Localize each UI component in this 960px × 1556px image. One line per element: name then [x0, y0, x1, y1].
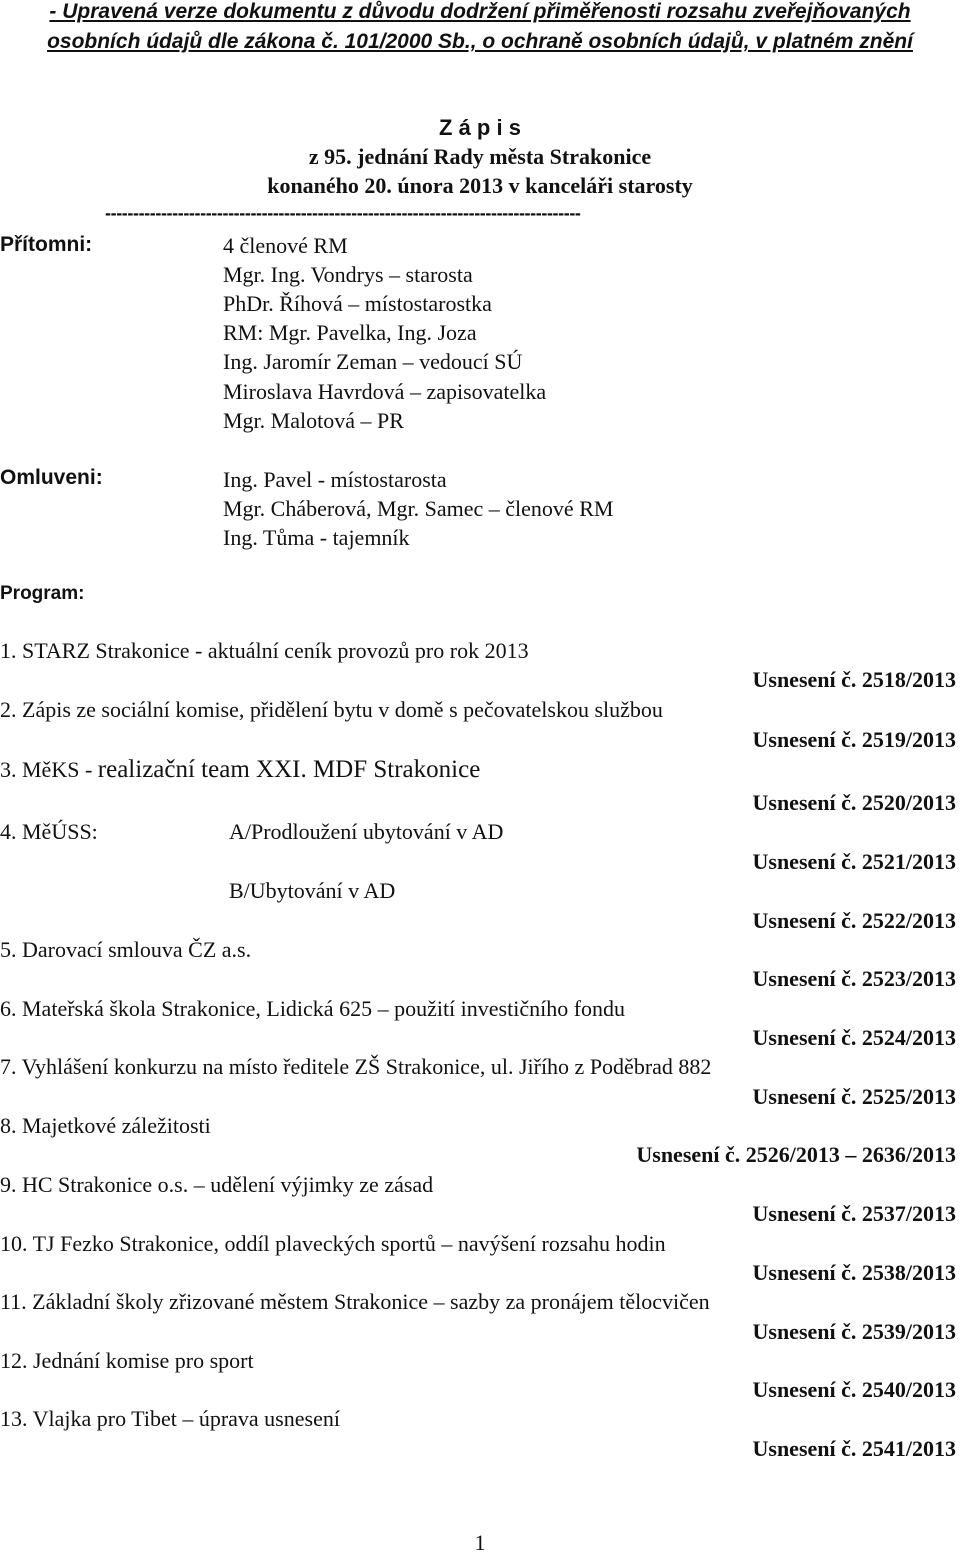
program-item-12: 12. Jednání komise pro sport — [0, 1348, 254, 1373]
resolution-7: Usnesení č. 2525/2013 — [752, 1084, 956, 1109]
program-item-8: 8. Majetkové záležitosti — [0, 1113, 211, 1138]
resolution-4b: Usnesení č. 2522/2013 — [752, 908, 956, 933]
program-item-11: 11. Základní školy zřizované městem Strakonice – sazby za pronájem tělocvičen — [0, 1289, 710, 1314]
meeting-date-line: konaného 20. února 2013 v kanceláři starosty — [267, 173, 693, 198]
resolution-13: Usnesení č. 2541/2013 — [752, 1436, 956, 1461]
program-item-7: 7. Vyhlášení konkurzu na místo ředitele ZŠ Strakonice, ul. Jiřího z Poděbrad 882 — [0, 1054, 712, 1079]
program-item-6: 6. Mateřská škola Strakonice, Lidická 625 – použití investičního fondu — [0, 996, 626, 1021]
program-item-4b: B/Ubytování v AD — [229, 878, 396, 903]
program-item-3-title: realizační team XXI. MDF Strakonice — [97, 756, 481, 783]
heading-divider: ------------------------------------------------------------------------------------- — [105, 203, 581, 223]
resolution-2: Usnesení č. 2519/2013 — [752, 727, 956, 752]
program-label: Program: — [0, 583, 85, 604]
present-line: Miroslava Havrdová – zapisovatelka — [223, 379, 547, 404]
excused-line: Mgr. Cháberová, Mgr. Samec – členové RM — [223, 496, 614, 521]
program-item-3-number: 3. MěKS - — [0, 757, 98, 782]
program-item-1: 1. STARZ Strakonice - aktuální ceník provozů pro rok 2013 — [0, 638, 529, 663]
resolution-5: Usnesení č. 2523/2013 — [752, 966, 956, 991]
program-item-5: 5. Darovací smlouva ČZ a.s. — [0, 937, 252, 962]
resolution-12: Usnesení č. 2540/2013 — [752, 1377, 956, 1402]
program-item-13: 13. Vlajka pro Tibet – úprava usnesení — [0, 1406, 340, 1431]
resolution-3: Usnesení č. 2520/2013 — [752, 790, 956, 815]
program-item-4: 4. MěÚSS: — [0, 819, 98, 844]
program-item-3 — [0, 756, 480, 784]
meeting-line: z 95. jednání Rady města Strakonice — [308, 144, 652, 169]
present-line: Ing. Jaromír Zeman – vedoucí SÚ — [223, 349, 523, 374]
excused-label: Omluveni: — [0, 466, 103, 489]
present-label: Přítomni: — [0, 233, 93, 256]
excused-line: Ing. Tůma - tajemník — [223, 525, 410, 550]
resolution-9: Usnesení č. 2537/2013 — [752, 1201, 956, 1226]
resolution-6: Usnesení č. 2524/2013 — [752, 1025, 956, 1050]
document-title: Z á p i s — [439, 115, 521, 140]
present-line: 4 členové RM — [223, 233, 348, 258]
resolution-11: Usnesení č. 2539/2013 — [752, 1319, 956, 1344]
program-item-10: 10. TJ Fezko Strakonice, oddíl plaveckých sportů – navýšení rozsahu hodin — [0, 1231, 666, 1256]
resolution-1: Usnesení č. 2518/2013 — [752, 667, 956, 692]
present-line: Mgr. Ing. Vondrys – starosta — [223, 262, 473, 287]
page-number: 1 — [474, 1530, 486, 1555]
present-line: RM: Mgr. Pavelka, Ing. Joza — [223, 320, 477, 345]
resolution-4a: Usnesení č. 2521/2013 — [752, 849, 956, 874]
present-line: Mgr. Malotová – PR — [223, 408, 404, 433]
program-item-4a: A/Prodloužení ubytování v AD — [229, 819, 504, 844]
excused-line: Ing. Pavel - místostarosta — [223, 467, 447, 492]
anonymization-notice-line-1: - Upravená verze dokumentu z důvodu dodržení přiměřenosti rozsahu zveřejňovaných — [49, 0, 911, 23]
program-item-9: 9. HC Strakonice o.s. – udělení výjimky ze zásad — [0, 1172, 434, 1197]
resolution-8: Usnesení č. 2526/2013 – 2636/2013 — [636, 1142, 956, 1167]
program-item-2: 2. Zápis ze sociální komise, přidělení bytu v domě s pečovatelskou službou — [0, 697, 663, 722]
anonymization-notice-line-2: osobních údajů dle zákona č. 101/2000 Sb., o ochraně osobních údajů, v platném znění — [47, 30, 913, 53]
resolution-10: Usnesení č. 2538/2013 — [752, 1260, 956, 1285]
present-line: PhDr. Říhová – místostarostka — [223, 291, 492, 316]
